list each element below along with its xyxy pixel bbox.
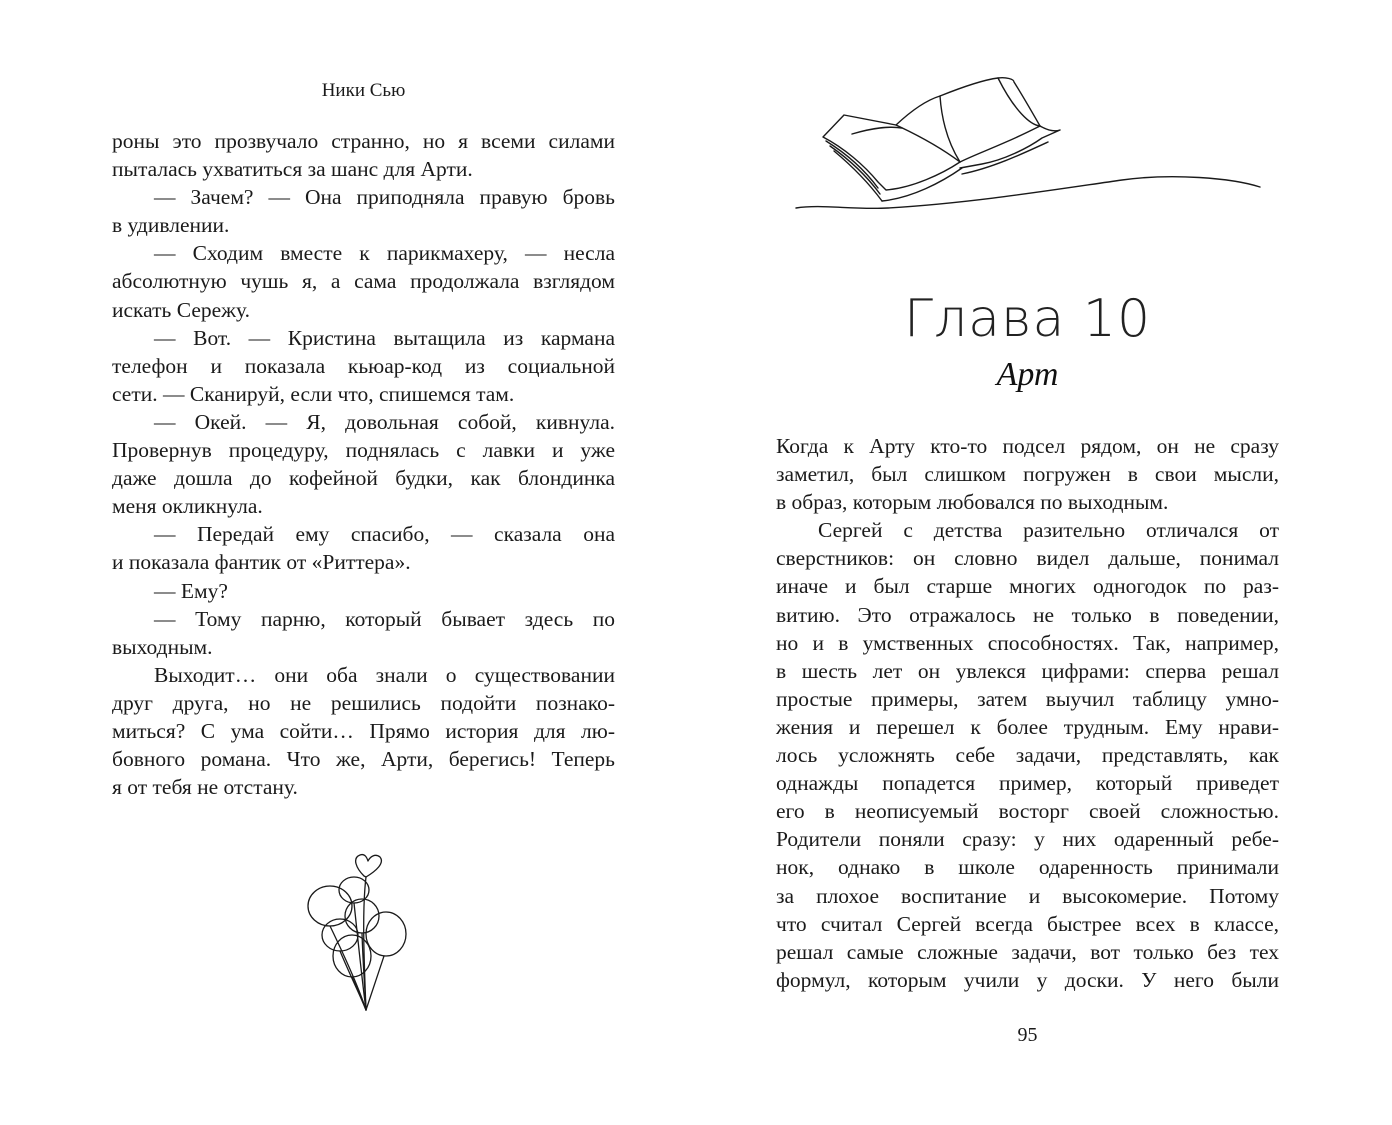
open-book-illustration (792, 70, 1268, 220)
text-line: — Ему? (154, 578, 228, 603)
text-line: роны это прозвучало странно, но я всеми силами (112, 129, 615, 153)
text-line: однажды попадется пример, который приведет (776, 771, 1279, 796)
text-line: что считал Сергей всегда быстрее всех в классе, (776, 911, 1279, 936)
chapter-subtitle: Арт (996, 356, 1059, 393)
text-line: искать Сережу. (112, 297, 250, 322)
text-line: меня окликнула. (112, 494, 263, 519)
running-head-author: Ники Сью (321, 80, 406, 101)
text-line: за плохое воспитание и высокомерие. Потому (776, 883, 1279, 908)
text-line: — Вот. — Кристина вытащила из кармана (154, 325, 615, 350)
text-line: — Тому парню, который бывает здесь по (154, 606, 615, 631)
text-line: Когда к Арту кто-то подсел рядом, он не сразу (776, 434, 1279, 458)
text-line: в удивлении. (112, 213, 230, 238)
text-line: сети. — Сканируй, если что, спишемся там. (112, 381, 515, 406)
right-page-text (776, 432, 1279, 994)
text-line: формул, которым учили у доски. У него были (776, 967, 1279, 992)
text-line: витию. Это отражалось не только в поведении, (776, 602, 1279, 627)
text-line: — Сходим вместе к парикмахеру, — несла (154, 241, 615, 266)
text-line: но и в умственных способностях. Так, например, (776, 630, 1279, 655)
text-line: бовного романа. Что же, Арти, берегись! Теперь (112, 747, 615, 772)
chapter-title: Глава 10 (903, 289, 1152, 349)
text-line: Родители поняли сразу: у них одаренный ребе- (776, 827, 1279, 852)
text-line: абсолютную чушь я, а сама продолжала взглядом (112, 269, 615, 294)
text-line: нок, однако в школе одаренность принимали (776, 855, 1279, 880)
text-line: Провернув процедуру, поднялась с лавки и уже (112, 438, 615, 463)
text-line: сверстников: он словно видел дальше, понимал (776, 546, 1279, 571)
text-line: — Окей. — Я, довольная собой, кивнула. (154, 409, 615, 434)
text-line: жения и перешел к более трудным. Ему нрави- (776, 714, 1279, 739)
text-line: Сергей с детства разительно отличался от (818, 518, 1279, 543)
text-line: — Передай ему спасибо, — сказала она (154, 522, 615, 547)
left-page-text (112, 127, 615, 801)
text-line: я от тебя не отстану. (112, 775, 298, 800)
text-line: выходным. (112, 634, 213, 659)
text-line: в образ, которым любовался по выходным. (776, 490, 1169, 515)
text-line: в шесть лет он увлекся цифрами: сперва решал (776, 658, 1279, 683)
text-line: миться? С ума сойти… Прямо история для лю- (112, 718, 615, 743)
text-line: телефон и показала кьюар-код из социальной (112, 353, 615, 378)
text-line: Выходит… они оба знали о существовании (154, 662, 615, 687)
text-line: и показала фантик от «Риттера». (112, 550, 411, 575)
text-line: лось усложнять себе задачи, представлять, как (776, 743, 1279, 768)
text-line: даже дошла до кофейной будки, как блондинка (112, 466, 615, 491)
balloons-illustration (296, 850, 416, 1015)
text-line: простые примеры, затем выучил таблицу умно- (776, 686, 1279, 711)
page-number: 95 (1017, 1024, 1038, 1046)
text-line: иначе и был старше многих одногодок по раз- (776, 574, 1279, 599)
text-line: пыталась ухватиться за шанс для Арти. (112, 157, 473, 182)
text-line: — Зачем? — Она приподняла правую бровь (154, 185, 615, 210)
text-line: его в неописуемый восторг своей сложностью. (776, 799, 1279, 824)
right-page (696, 0, 1392, 1125)
text-line: друг друга, но не решились подойти познако- (112, 690, 615, 715)
text-line: решал самые сложные задачи, вот только без тех (776, 939, 1279, 964)
text-line: заметил, был слишком погружен в свои мысли, (776, 462, 1279, 487)
